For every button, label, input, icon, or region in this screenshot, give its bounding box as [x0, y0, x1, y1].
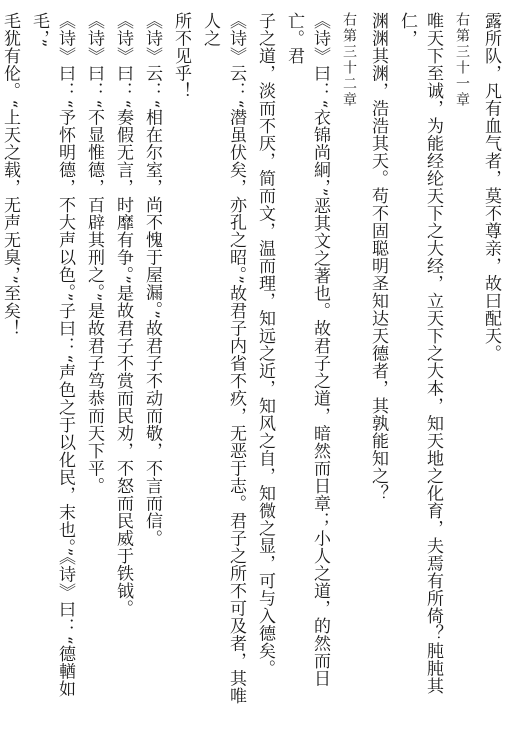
text-column-1: 露所队，凡有血气者，莫不尊亲，故曰配天。	[481, 12, 501, 362]
text-column-8: 《诗》云：“潜虽伏矣，亦孔之昭。”故君子内省不疚，无恶于志。君子之所不可及者，其唯人之	[200, 12, 246, 705]
text-column-6: 《诗》曰：“衣锦尚絅，”恶其文之著也。故君子之道，暗然而日章；小人之道，的然而日亡。君	[284, 12, 330, 687]
text-column-10: 《诗》云：“相在尔室，尚不愧于屋漏。”故君子不动而敬，不言而信。	[142, 12, 162, 547]
text-column-12: 《诗》曰：“不显惟德，百辟其刑之。”是故君子笃恭而天下平。	[84, 12, 104, 495]
chapter-heading-31: 右第三十一章	[454, 12, 470, 108]
chapter-heading-32: 右第三十二章	[341, 12, 357, 108]
text-column-11: 《诗》曰：“奏假无言，时靡有争。”是故君子不赏而民劝，不怒而民威于铁钺。	[113, 12, 133, 617]
text-column-9: 所不见乎！	[171, 12, 191, 100]
text-column-13: 《诗》曰：“予怀明德，不大声以色。”子曰：“声色之于以化民，末也。”《诗》曰：“德輶如毛，”	[29, 12, 75, 698]
text-column-4: 渊渊其渊，浩浩其天。苟不固聪明圣知达天德者，其孰能知之？	[368, 12, 388, 502]
text-column-7: 子之道，淡而不厌，简而文，温而理，知远之近，知风之自，知微之显，可与入德矣。	[255, 12, 275, 677]
text-column-14: 毛犹有伦。“上天之载，无声无臭，”至矣！	[0, 12, 20, 337]
text-column-3: 唯天下至诚，为能经纶天下之大经，立天下之大本，知天地之化育，夫焉有所倚？肫肫其仁，	[397, 12, 443, 695]
